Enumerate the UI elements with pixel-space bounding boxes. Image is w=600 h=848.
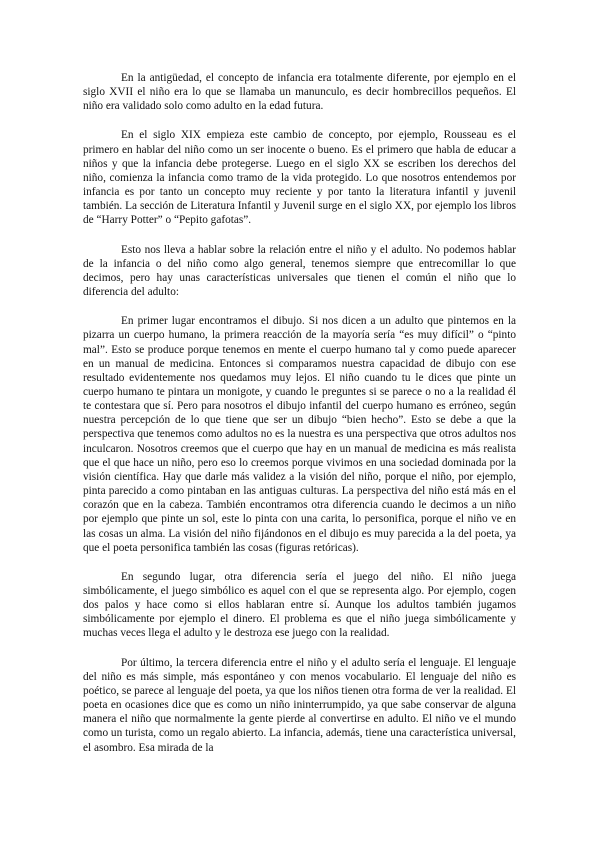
paragraph-nineteenth-century: En el siglo XIX empieza este cambio de concepto, por ejemplo, Rousseau es el primero en hablar del niño como un ser inocente o bueno. Es el primero que habla de educar a niños y que la infancia debe protegerse. Luego en el siglo XX se escriben los derechos del niño, comienza la infancia como tramo de la vida protegido. Lo que nosotros entendemos por infancia es por tanto un concepto muy reciente y por tanto la literatura infantil y juvenil también. La sección de Literatura Infantil y Juvenil surge en el siglo XX, por ejemplo los libros de “Harry Potter” o “Pepito gafotas”. <box>83 129 516 227</box>
paragraph-concept-history: En la antigüedad, el concepto de infancia era totalmente diferente, por ejemplo en el siglo XVII el niño era lo que se llamaba un manunculo, es decir hombrecillos pequeños. El niño era validado solo como adulto en la edad futura. <box>83 72 516 113</box>
paragraph-child-adult-relation: Esto nos lleva a hablar sobre la relación entre el niño y el adulto. No podemos hablar de la infancia o del niño como algo general, tenemos siempre que entrecomillar lo que decimos, pero hay unas características universales que tienen el común el niño que lo diferencia del adulto: <box>83 243 516 299</box>
body-text <box>83 71 516 770</box>
paragraph-drawing: En primer lugar encontramos el dibujo. Si nos dicen a un adulto que pintemos en la pizarra un cuerpo humano, la primera reacción de la mayoría sería “es muy difícil” o “pinto mal”. Esto se produce porque tenemos en mente el cuerpo humano tal y como puede aparecer en un manual de medicina. Entonces si comparamos nuestra capacidad de dibujo con ese resultado evidentemente nos quedamos muy lejos. El niño cuando tu le dices que pinte un cuerpo humano te pintara un monigote, y cuando le preguntes si se parece o no a la realidad él te contestara que sí. Pero para nosotros el dibujo infantil del cuerpo humano es erróneo, según nuestra percepción de lo que tiene que ser un dibujo “bien hecho”. Esto se debe a que la perspectiva que tenemos como adultos no es la nuestra es una perspectiva que otros adultos nos inculcaron. Nosotros creemos que el cuerpo que hay en un manual de medicina es más realista que el que hace un niño, pero eso lo creemos porque vivimos en una sociedad dominada por la visión científica. Hay que darle más validez a la visión del niño, porque el niño, por ejemplo, pinta parecido a como pintaban en las antiguas culturas. La perspectiva del niño está más en el corazón que en la cabeza. También encontramos otra diferencia cuando le decimos a un niño por ejemplo que pinte un sol, este lo pinta con una carita, lo personifica, porque el niño ve en las cosas un alma. La visión del niño fijándonos en el dibujo es muy parecida a la del poeta, ya que el poeta personifica también las cosas (figuras retóricas). <box>83 315 516 554</box>
paragraph-language: Por último, la tercera diferencia entre el niño y el adulto sería el lenguaje. El lenguaje del niño es más simple, más espontáneo y con menos vocabulario. El lenguaje del niño es poético, se parece al lenguaje del poeta, ya que los niños tienen otra forma de ver la realidad. El poeta en ocasiones dice que es como un niño ininterrumpido, ya que sabe conservar de alguna manera el niño que normalmente la gente pierde al convertirse en adulto. El niño ve el mundo como un turista, como un regalo abierto. La infancia, además, tiene una característica universal, el asombro. Esa mirada de la <box>83 656 516 754</box>
paragraph-play: En segundo lugar, otra diferencia sería el juego del niño. El niño juega simbólicamente, el juego simbólico es aquel con el que se representa algo. Por ejemplo, cogen dos palos y hace como si ellos hablaran entre sí. Aunque los adultos también jugamos simbólicamente por ejemplo el dinero. El problema es que el niño juega simbólicamente y muchas veces llega el adulto y le destroza ese juego con la realidad. <box>83 570 516 640</box>
